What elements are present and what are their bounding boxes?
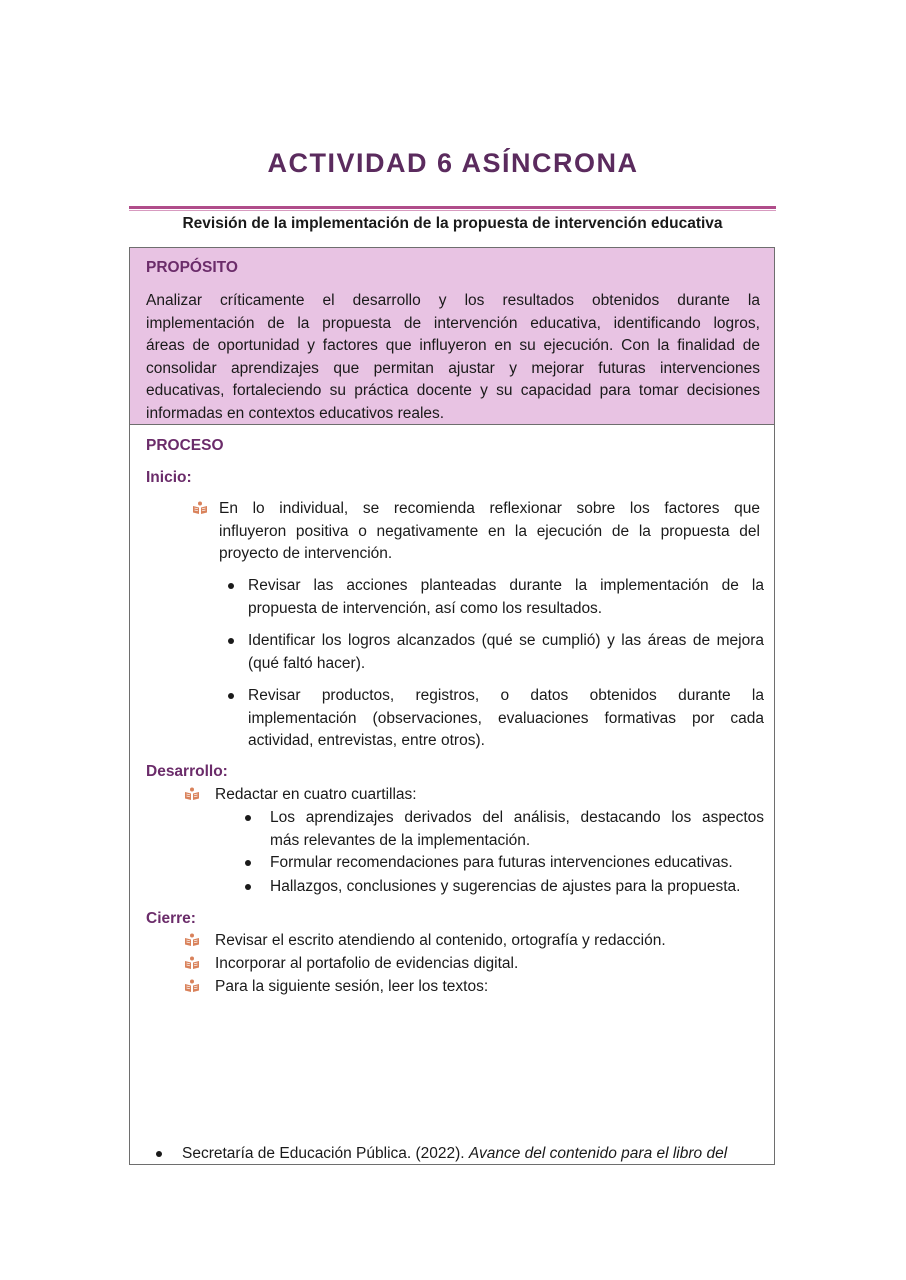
desarrollo-label: Desarrollo: xyxy=(146,763,228,780)
title-divider-thin xyxy=(129,210,776,211)
list-item-line: Revisar las acciones planteadas durante la implementación de la xyxy=(248,577,764,594)
list-item xyxy=(270,807,764,852)
book-reader-icon xyxy=(184,933,200,947)
title-divider xyxy=(129,206,776,209)
cierre-item: Incorporar al portafolio de evidencias digital. xyxy=(215,955,519,972)
inicio-intro xyxy=(219,498,760,566)
bullet-dot xyxy=(245,860,251,866)
cierre-item: Para la siguiente sesión, leer los textos: xyxy=(215,978,489,995)
cierre-item: Revisar el escrito atendiendo al contenido, ortografía y redacción. xyxy=(215,932,666,949)
proposito-text xyxy=(146,290,760,425)
proposito-line: Analizar críticamente el desarrollo y los resultados obtenidos durante la xyxy=(146,292,760,309)
book-reader-icon xyxy=(192,501,208,515)
desarrollo-intro: Redactar en cuatro cuartillas: xyxy=(215,786,417,803)
inicio-intro-line: influyeron positiva o negativamente en la ejecución de la propuesta del xyxy=(219,522,760,540)
reference-author: Secretaría de Educación Pública. (2022). xyxy=(182,1145,469,1162)
cierre-label: Cierre: xyxy=(146,910,196,927)
list-item-line: (qué faltó hacer). xyxy=(248,654,366,672)
list-item: Hallazgos, conclusiones y sugerencias de ajustes para la propuesta. xyxy=(270,878,741,895)
proposito-line: informadas en contextos educativos reales. xyxy=(146,404,445,422)
list-item xyxy=(248,575,764,620)
proceso-heading: PROCESO xyxy=(146,437,224,454)
list-item-line: implementación (observaciones, evaluaciones formativas por cada xyxy=(248,709,764,727)
list-item-line: Identificar los logros alcanzados (qué se cumplió) y las áreas de mejora xyxy=(248,632,764,649)
proposito-line: áreas de oportunidad y factores que influyeron en su ejecución. Con la finalidad de xyxy=(146,337,760,354)
proposito-line: consolidar aprendizajes que permitan ajustar y mejorar futuras intervenciones xyxy=(146,359,760,377)
bullet-dot xyxy=(245,815,251,821)
bullet-dot xyxy=(156,1151,162,1157)
proposito-line: educativas, fortaleciendo su práctica docente y su capacidad para tomar decisiones xyxy=(146,382,760,399)
page-title: ACTIVIDAD 6 ASÍNCRONA xyxy=(267,148,639,178)
bullet-dot xyxy=(228,638,234,644)
bullet-dot xyxy=(228,583,234,589)
list-item-line: actividad, entrevistas, entre otros). xyxy=(248,732,485,749)
proposito-heading: PROPÓSITO xyxy=(146,259,238,276)
list-item xyxy=(248,630,764,675)
list-item-line: propuesta de intervención, así como los resultados. xyxy=(248,599,603,617)
list-item-line: más relevantes de la implementación. xyxy=(270,831,531,849)
page-subtitle: Revisión de la implementación de la propuesta de intervención educativa xyxy=(182,215,723,232)
inicio-label: Inicio: xyxy=(146,469,192,486)
book-reader-icon xyxy=(184,979,200,993)
bullet-dot xyxy=(228,693,234,699)
list-item: Formular recomendaciones para futuras intervenciones educativas. xyxy=(270,854,733,871)
list-item xyxy=(248,685,764,753)
inicio-intro-line: proyecto de intervención. xyxy=(219,545,393,562)
book-reader-icon xyxy=(184,956,200,970)
proposito-line: implementación de la propuesta de intervención educativa, identificando logros, xyxy=(146,314,760,332)
inicio-intro-line: En lo individual, se recomienda reflexionar sobre los factores que xyxy=(219,500,760,517)
book-reader-icon xyxy=(184,787,200,801)
reference-title: Avance del contenido para el libro del xyxy=(468,1145,728,1162)
list-item-line: Los aprendizajes derivados del análisis, destacando los aspectos xyxy=(270,809,764,826)
list-item-line: Revisar productos, registros, o datos obtenidos durante la xyxy=(248,687,764,704)
bullet-dot xyxy=(245,884,251,890)
reference-entry xyxy=(182,1143,727,1166)
